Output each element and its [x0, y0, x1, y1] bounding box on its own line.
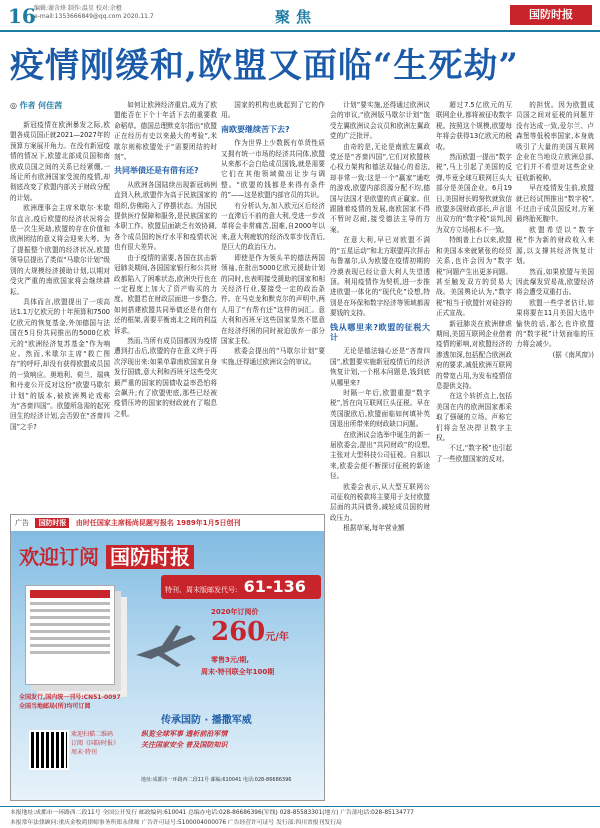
paragraph: 的担忧。因为欧盟成员国之间对征税的问题并没有达成一致,爱尔兰、卢森堡等低税率国家,本身就吸引了大量的美国互联网企业在当地设立欧洲总部,它们并不希望对这些企业征收新税种。 — [516, 101, 594, 182]
paragraph: 作为世界上少数既有单货性质又拥有统一市场的经济共同体,欧盟从来都不会白给成员国钱,就是需要它们在其他领域做出让步与调整。“欧盟的钱都是来得有条件的”——这是欧盟内部官员的共识。 — [221, 139, 325, 200]
subheading: 钱从哪里来?欧盟的征税大计 — [330, 322, 430, 342]
distribution-line-2: 全国当地邮局(所)均可订阅 — [19, 703, 91, 710]
verse-line-2: 关注国家安全 普及国防知识 — [141, 741, 228, 749]
advert-mark: 广告 — [15, 519, 29, 527]
subheading: 南欧要继续苦下去? — [221, 124, 290, 134]
distribution-line-1: 全国发行,国内统一刊号:CN51-0097 — [19, 694, 121, 701]
qr-label-1: 欢迎扫描二维码 — [71, 731, 114, 738]
verse-line-1: 纵览全球军事 透析前沿军情 — [141, 730, 228, 738]
price-display — [211, 617, 289, 647]
footer-line-1: 本报地址:成都市一环路西二段11号 全国公开发行 邮政编码:610041 总编办电话:028-86686396(军线) 028-85583301(地方) 广告部电话:028-85134777 — [10, 810, 414, 816]
article-column-4 — [330, 100, 430, 800]
advert-banner-text: 由时任国家主席杨尚昆题写报名 1989年1月5日创刊 — [75, 519, 241, 527]
page-number: 16 — [8, 4, 36, 28]
advert-title-text: 欢迎订阅 — [19, 545, 99, 569]
paragraph: 然而欧盟一提出“数字税”,马上引起了美国的反弹,毕竟全球互联网巨头大部分是美国企业。6月19日,美国财长姆努钦就致信欧盟多国财政部长,声言退出双方的“数字税”谈判,因为双方立场根本不一致。 — [436, 153, 512, 234]
retail-price-1: 零售3元/期, — [211, 656, 250, 664]
paragraph: 超过7.5亿欧元的互联网企业,都将被征收数字税。按照这个规模,欧盟每年将会获得13亿欧元的税收。 — [436, 101, 512, 151]
paragraph: 在这个转折点上,包括美国在内的欧洲国家都采取了强硬的立场。声称它们将会坚决捍卫数字主权。 — [436, 392, 512, 442]
paragraph: 计划”要实施,还得通过欧洲议会的审议,“欧洲版马歇尔计划”饱受左翼欧洲议会议员和欧洲左翼政党的广泛批评。 — [330, 101, 430, 141]
price-value: 260 — [211, 617, 266, 647]
paragraph: 欧盟一些学者估计,如果将要在11月美国大选中愉快的话,那么也许欧盟的“数字税”计划面临的压力将会减少。 — [516, 298, 594, 349]
header-rule — [0, 30, 600, 32]
subheading: 共同举债还是有借有还? — [114, 166, 199, 176]
newspaper-stack-image — [25, 585, 115, 685]
paragraph: 早在疫情发生前,欧盟就已经试图推出“数字税”,不过由于成员国反对,方案最终胎死腹中。 — [516, 184, 594, 224]
paragraph: 新冠疫情在欧洲暴发之际,欧盟各成员国正就2021—2027年的预算方案展开角力。在没有新冠疫情的情况下,欧盟北部成员国和南欧成员国之间的关系已经紧绷,一场让所有欧洲国家受波的疫情,却彻底改变了欧盟内部关于财政分配的计划。 — [10, 121, 110, 202]
paragraph: 欧洲理事会主席米歇尔·米歇尔直言,疫后欧盟的经济状况将会是一次生死劫,欧盟的存在价值和欧洲团结的意义将会迎来大考。为了提振整个欧盟的经济状况,欧盟领导层提出了类似“马歇尔计划”级别的大规模经济援助计划,以期对受灾严重的南欧国家将会继续耕耘。 — [10, 204, 110, 296]
paragraph: 然而,如果欧盟与美国因此爆发贸易战,欧盟经济将会遭受双重打击。 — [516, 267, 594, 297]
paragraph: 即使是作为领头羊的德法两国领袖,在批出5000亿欧元援助计划的同时,也表明接受援助的国家和相关经济行业,要接受一定的政治条件。在马克龙和默克尔的声明中,两人用了“有帮有还”这样的词汇。意大利和西班牙这些国家显然不愿意在经济纾困的同时被迫放弃一部分国家主权。 — [221, 253, 325, 345]
price-label: 2020年订阅价 — [211, 608, 259, 616]
editor-credits — [34, 5, 154, 21]
byline-label: 作者 — [19, 101, 36, 110]
advert-title — [19, 541, 194, 570]
fighter-jet-icon — [131, 615, 201, 675]
postal-code-box — [161, 575, 321, 599]
paragraph: 具体而言,欧盟提出了一项高达1.1万亿欧元的十年预算和7500亿欧元的恢复基金,外加德国与法国在5月份共同推出的5000亿欧元的“欧洲经济复苏基金”作为响应。然而,米歇尔主席“救亡图存”的呼吁,却没有获得欧盟成员国的一致响应。奥地利、荷兰、瑞典和丹麦公开反对这份“欧盟马歇尔计划”的版本,被欧洲舆论戏称为“吝啬四国”。欧盟所急需的起死回生的经济计划,会否毁在“吝啬四国”之手? — [10, 297, 110, 431]
paragraph: 由奇的是,无论是南欧左翼政党还是“吝啬四国”,它们对欧盟核心权力架构和德法双轴心的看法,却非常一致:这是一个“赢家”通吃的游戏,欧盟内部资源分配不均,德国与法国才是欧盟的真正赢家。但跟随着疫情的发展,南欧国家不得不暂时忍耐,接受德法主导的方案。 — [330, 142, 430, 234]
footer-line-2: 本报常年法律顾问:重庆金牧鸿律师事务所郑永律师 广告许可证号:5100004000076 广告经营许可证号 发行部:四川省报刊发行局 — [10, 820, 342, 826]
paragraph: 在欧洲议会选举中诞生的新一届欧委会,提出“共同财政”的设想,主张对大型科技公司征税。自那以来,欧委会便不断探讨征税的新途径。 — [330, 430, 430, 481]
paragraph: 在意大利,早已对欧盟不满的“五星运动”和北方联盟再次抨击布鲁塞尔,认为欧盟在疫情初期的冷漠表现已经让意大利人失望透顶。利用疫情作为契机,进一步推进欧盟一体化的“现代化”设想,特别是在环保和数字经济等领域都需要钱的支持。 — [330, 236, 430, 318]
paragraph: 根据草案,每年营业额 — [343, 524, 405, 533]
paragraph: 欧盟希望以“数字税”作为新的财政收入来源,以支撑其经济恢复计划。 — [516, 225, 594, 266]
email-line: e-mail:1353666849@qq.com 2020.11.7 — [34, 13, 154, 20]
paragraph: 时隔一年后,欧盟重提“数字税”,旨在向互联网巨头征税。早在英国脱欧后,欧盟面临如何填补英国退出所带来的财政缺口问题。 — [330, 388, 430, 429]
retail-price-2: 周末·特刊联全年100期 — [201, 668, 275, 676]
article-column-3 — [221, 100, 325, 488]
paragraph: 然而,当所有成员国都因为疫情遭到打击后,欧盟的存在意义终于再次浮现出来:如果单靠南欧国家自身发行国债,意大利和西班牙这些受灾最严重的国家的国债收益率恐怕将会飙升;有了欧盟兜底,那些已经被疫情压垮的国家的财政就有了喘息之机。 — [114, 336, 217, 418]
distribution-info — [19, 693, 121, 711]
subscription-advert — [10, 514, 325, 801]
article-column-2 — [114, 100, 217, 488]
advert-contact: 地址:成都市一环路西二段11号 邮编:610041 电话:028-86686396 — [141, 777, 292, 783]
byline-icon: ◎ — [10, 101, 17, 110]
advert-slogan: 传承国防 · 播撒军威 — [161, 715, 252, 726]
qr-code-icon — [29, 730, 69, 770]
paragraph: 如何让欧洲经济重启,成为了欧盟能否在下个十年活下去的重要救命稻草。德国总理默克尔指出“欧盟正在经历有史以来最大的考验”,米歇尔则称欧盟处于“需要团结的时刻”。 — [114, 101, 217, 162]
byline-author: 何佳茜 — [38, 101, 63, 110]
article-column-1 — [10, 120, 110, 508]
source-note: (据《南风窗》) — [552, 350, 594, 359]
advert-verse — [141, 729, 227, 751]
advert-title-paper: 国防时报 — [106, 545, 194, 569]
price-unit: 元/年 — [265, 632, 289, 643]
qr-label — [71, 730, 119, 757]
paragraph: 国家的机构也就起到了它的作用。 — [221, 101, 325, 120]
paragraph: 欧委会提出的“马歇尔计划”要实施,还得通过欧洲议会的审议。 — [221, 347, 325, 366]
paragraph: 欧委会表示,从大型互联网公司征收的税款将主要用于支付欧盟层面的共同债务,减轻成员国的财政压力。 — [330, 482, 430, 522]
masthead-logo: 国防时报 — [510, 5, 592, 25]
paragraph: 新冠肺炎在欧洲肆虐期间,美国互联网企业借着疫情的影响,对欧盟经济的渗透加深,包括配合欧洲政府的要求,减低欧洲互联网的带宽占用,为发布疫情信息提供支持。 — [436, 319, 512, 390]
advert-banner-logo: 国防时报 — [35, 518, 69, 528]
byline — [10, 100, 62, 111]
qr-label-2: 订阅《国防时报》 — [71, 740, 120, 747]
qr-label-3: 周末·特刊 — [71, 749, 97, 756]
page-header — [0, 0, 600, 30]
section-name: 聚焦 — [275, 8, 318, 26]
paragraph: 从欧洲各国陆续出现新冠病例直到入秋,欧盟作为高于民族国家的组织,仿佛陷入了停摆状态。为国民提供医疗保障和服务,是民族国家的本职工作。欧盟层面缺乏有效协调,各个成员国的医疗水平和疫情状况也有很大差异。 — [114, 180, 217, 252]
editors-line: 编辑:谢含烽 制作:温星 校对:余橙 — [34, 5, 122, 12]
postal-code: 61-136 — [243, 577, 306, 596]
paragraph: 有分析认为,加入欧元区后经济一直滞后不前的意大利,受进一步改革将会非常痛苦,国难,自2000年以来,意大利疲软的经济改革步伐背后,是巨大的政治压力。 — [221, 201, 325, 252]
page-footer — [0, 806, 600, 828]
article-column-6 — [516, 100, 594, 800]
article-column-5 — [436, 100, 512, 800]
paragraph: 无论是德法轴心还是“吝啬四国”,欧盟要实施新冠疫情后的经济恢复计划,一个根本问题是,钱到底从哪里来? — [330, 347, 430, 387]
paragraph: 特朗普上台以来,欧盟和美国本来就紧张的经贸关系,也许会因为“数字税”问题产生出更多问题。甚至触发双方的贸易大战。美国舆论认为,“数字税”相当于欧盟针对硅谷的正式宣战。 — [436, 236, 512, 318]
advert-banner — [11, 515, 324, 531]
paragraph: 由于疫情的需要,各国在抗击新冠肺炎期间,各国国家银行和公共财政都陷入了困难状态,欧洲央行也在一定程度上加大了资产购买的力度。欧盟若在财政层面进一步整合,如何搭建欧盟共同举债还是有借有还的框架,需要平衡南北之间的利益诉求。 — [114, 253, 217, 335]
paragraph: 不过,“数字税”也引起了一些欧盟国家的反对。 — [436, 444, 512, 463]
postal-code-label: 特刊、周末版邮发代号: — [165, 586, 238, 594]
article-headline: 疫情刚缓和,欧盟又面临“生死劫” — [10, 46, 519, 86]
